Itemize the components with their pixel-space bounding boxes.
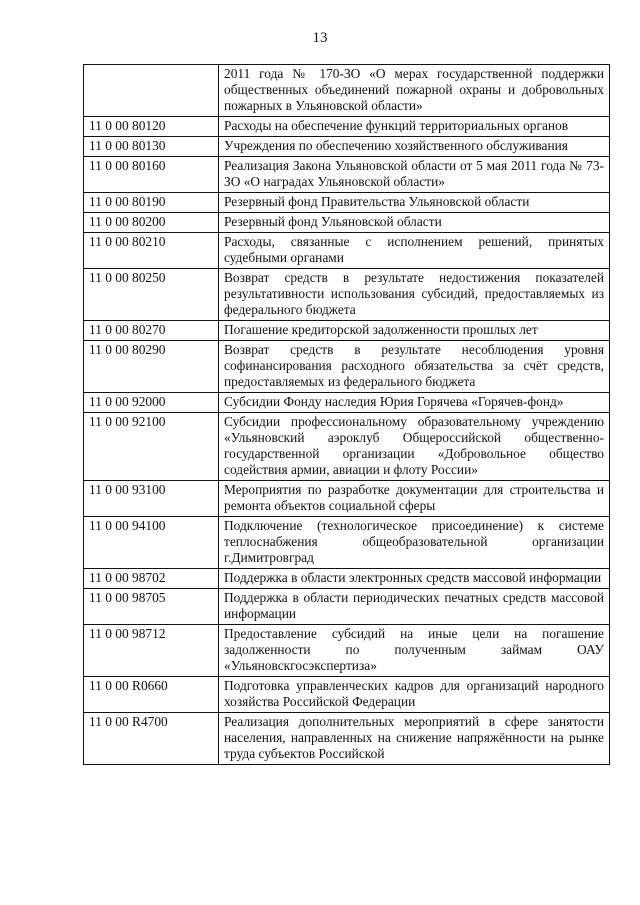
row-code: 11 0 00 80270	[84, 321, 219, 341]
row-description: Поддержка в области периодических печатных средств массовой информации	[219, 589, 610, 625]
table-row	[84, 341, 610, 393]
row-description: Возврат средств в результате недостижения показателей результативности использования субсидий, предоставляемых из федерального бюджета	[219, 269, 610, 321]
row-description: Резервный фонд Ульяновской области	[219, 213, 610, 233]
page-number: 13	[312, 30, 328, 46]
row-code: 11 0 00 98712	[84, 625, 219, 677]
row-code: 11 0 00 80190	[84, 193, 219, 213]
row-code: 11 0 00 80160	[84, 157, 219, 193]
row-code: 11 0 00 80210	[84, 233, 219, 269]
row-code: 11 0 00 R0660	[84, 677, 219, 713]
table-row	[84, 393, 610, 413]
row-code: 11 0 00 94100	[84, 517, 219, 569]
row-description: Субсидии Фонду наследия Юрия Горячева «Горячев-фонд»	[219, 393, 610, 413]
row-code: 11 0 00 80290	[84, 341, 219, 393]
row-description: 2011 года № 170-ЗО «О мерах государственной поддержки общественных объединений пожарной охраны и добровольных пожарных в Ульяновской области»	[219, 65, 610, 117]
row-code	[84, 65, 219, 117]
row-code: 11 0 00 R4700	[84, 713, 219, 765]
row-description: Реализация Закона Ульяновской области от 5 мая 2011 года № 73-ЗО «О наградах Ульяновской области»	[219, 157, 610, 193]
budget-codes-table	[83, 64, 610, 765]
table-row	[84, 321, 610, 341]
table-row	[84, 413, 610, 481]
row-description: Поддержка в области электронных средств массовой информации	[219, 569, 610, 589]
table-row	[84, 137, 610, 157]
row-code: 11 0 00 80120	[84, 117, 219, 137]
row-description: Субсидии профессиональному образовательному учреждению «Ульяновский аэроклуб Общероссийской общественно-государственной организации «Добровольное общество содействия армии, авиации и флоту России»	[219, 413, 610, 481]
table-row	[84, 157, 610, 193]
row-code: 11 0 00 98705	[84, 589, 219, 625]
table-row	[84, 569, 610, 589]
row-description: Подготовка управленческих кадров для организаций народного хозяйства Российской Федерации	[219, 677, 610, 713]
table-row	[84, 65, 610, 117]
table-row	[84, 117, 610, 137]
row-code: 11 0 00 98702	[84, 569, 219, 589]
row-description: Погашение кредиторской задолженности прошлых лет	[219, 321, 610, 341]
table-row	[84, 677, 610, 713]
row-description: Подключение (технологическое присоединение) к системе теплоснабжения общеобразовательной организации г.Димитровград	[219, 517, 610, 569]
table-row	[84, 481, 610, 517]
table-row	[84, 193, 610, 213]
row-code: 11 0 00 80130	[84, 137, 219, 157]
table-row	[84, 713, 610, 765]
table-row	[84, 213, 610, 233]
row-description: Мероприятия по разработке документации для строительства и ремонта объектов социальной сферы	[219, 481, 610, 517]
table-row	[84, 233, 610, 269]
row-description: Резервный фонд Правительства Ульяновской области	[219, 193, 610, 213]
table-row	[84, 625, 610, 677]
row-description: Расходы, связанные с исполнением решений, принятых судебными органами	[219, 233, 610, 269]
table-row	[84, 269, 610, 321]
row-code: 11 0 00 92000	[84, 393, 219, 413]
row-description: Учреждения по обеспечению хозяйственного обслуживания	[219, 137, 610, 157]
row-description: Предоставление субсидий на иные цели на погашение задолженности по полученным займам ОАУ «Ульяновскгосэкспертиза»	[219, 625, 610, 677]
row-description: Реализация дополнительных мероприятий в сфере занятости населения, направленных на снижение напряжённости на рынке труда субъектов Российской	[219, 713, 610, 765]
row-code: 11 0 00 92100	[84, 413, 219, 481]
row-code: 11 0 00 80250	[84, 269, 219, 321]
row-code: 11 0 00 93100	[84, 481, 219, 517]
row-description: Возврат средств в результате несоблюдения уровня софинансирования расходного обязательства за счёт средств, предоставляемых из федерального бюджета	[219, 341, 610, 393]
row-description: Расходы на обеспечение функций территориальных органов	[219, 117, 610, 137]
table-row	[84, 589, 610, 625]
row-code: 11 0 00 80200	[84, 213, 219, 233]
table-row	[84, 517, 610, 569]
